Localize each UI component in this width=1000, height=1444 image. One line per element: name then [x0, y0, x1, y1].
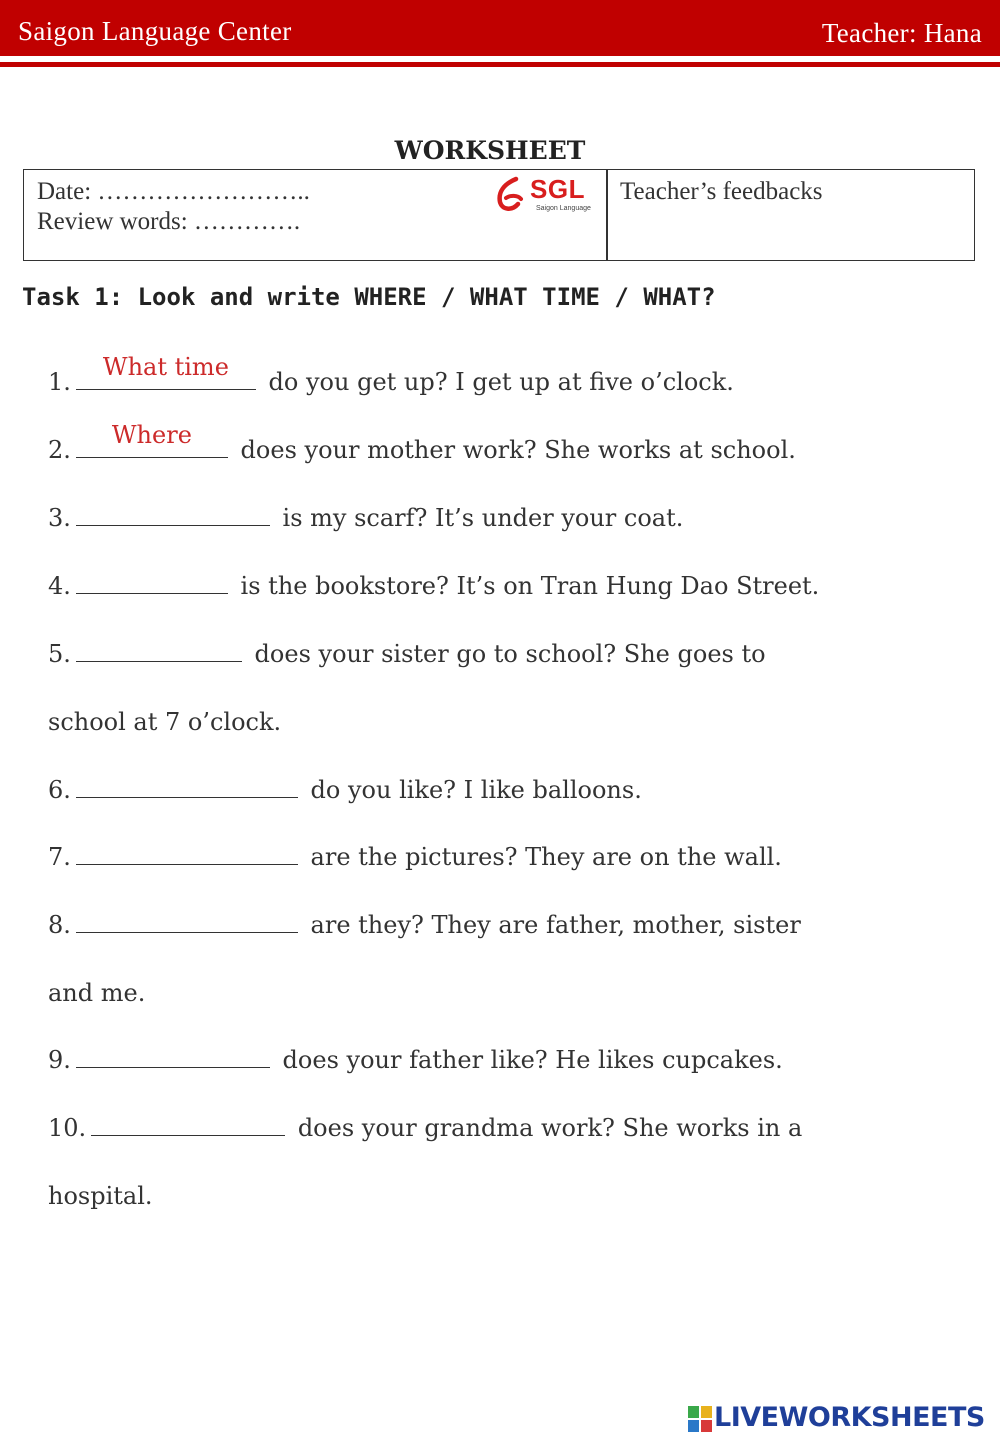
question-10-continued: hospital.	[48, 1182, 153, 1210]
question-text: does your grandma work? She works in a	[297, 1114, 803, 1142]
question-4	[48, 572, 819, 600]
liveworksheets-logo-icon	[688, 1406, 712, 1432]
question-10	[48, 1114, 802, 1142]
answer-blank-9[interactable]	[76, 1047, 270, 1068]
question-number: 5.	[48, 640, 71, 668]
liveworksheets-brand	[688, 1402, 988, 1438]
answer-blank-1[interactable]	[76, 353, 256, 390]
question-text: are they? They are father, mother, sister	[310, 911, 801, 939]
task-title: Task 1: Look and write WHERE / WHAT TIME / WHAT?	[22, 283, 716, 311]
question-number: 2.	[48, 436, 71, 464]
question-8	[48, 911, 801, 939]
question-number: 1.	[48, 368, 71, 396]
answer-blank-8[interactable]	[76, 912, 298, 933]
question-number: 10.	[48, 1114, 87, 1142]
question-number: 3.	[48, 504, 71, 532]
question-9	[48, 1046, 783, 1074]
answer-blank-10[interactable]	[91, 1115, 285, 1136]
question-number: 4.	[48, 572, 71, 600]
sgl-logo	[494, 174, 594, 218]
center-name: Saigon Language Center	[18, 16, 292, 46]
logo-subtext: Saigon Language	[536, 205, 591, 212]
question-8-continued: and me.	[48, 979, 146, 1007]
question-text: does your mother work? She works at school.	[240, 436, 796, 464]
date-field: Date: ……………………..	[37, 178, 310, 205]
answer-blank-7[interactable]	[76, 844, 298, 865]
question-text: does your father like? He likes cupcakes.	[282, 1046, 783, 1074]
question-text: do you get up? I get up at five o’clock.	[268, 368, 734, 396]
answer-blank-4[interactable]	[76, 573, 228, 594]
question-number: 7.	[48, 843, 71, 871]
question-3	[48, 504, 683, 532]
box-divider	[606, 170, 608, 260]
question-5-continued: school at 7 o’clock.	[48, 708, 282, 736]
answer-text: What time	[102, 353, 229, 381]
answer-text: Where	[111, 421, 192, 449]
info-box	[23, 169, 975, 261]
question-number: 9.	[48, 1046, 71, 1074]
question-text: is my scarf? It’s under your coat.	[282, 504, 684, 532]
answer-blank-6[interactable]	[76, 777, 298, 798]
question-1	[48, 353, 734, 396]
teacher-feedback-label: Teacher’s feedbacks	[620, 178, 823, 205]
question-7	[48, 843, 782, 871]
answer-blank-2[interactable]	[76, 421, 228, 458]
question-text: does your sister go to school? She goes to	[254, 640, 766, 668]
teacher-name: Teacher: Hana	[821, 18, 982, 48]
question-text: are the pictures? They are on the wall.	[310, 843, 782, 871]
logo-text: SGL	[530, 174, 585, 204]
liveworksheets-wordmark: LIVEWORKSHEETS	[714, 1402, 985, 1433]
question-5	[48, 640, 766, 668]
question-6	[48, 776, 642, 804]
question-text: is the bookstore? It’s on Tran Hung Dao Street.	[240, 572, 820, 600]
sgl-logo-icon	[494, 176, 530, 216]
question-text: do you like? I like balloons.	[310, 776, 642, 804]
question-number: 8.	[48, 911, 71, 939]
answer-blank-3[interactable]	[76, 505, 270, 526]
question-2	[48, 421, 796, 464]
question-number: 6.	[48, 776, 71, 804]
worksheet-title: WORKSHEET	[394, 136, 586, 165]
answer-blank-5[interactable]	[76, 641, 242, 662]
header-rule	[0, 62, 1000, 67]
review-words-field: Review words: ………….	[37, 208, 301, 235]
